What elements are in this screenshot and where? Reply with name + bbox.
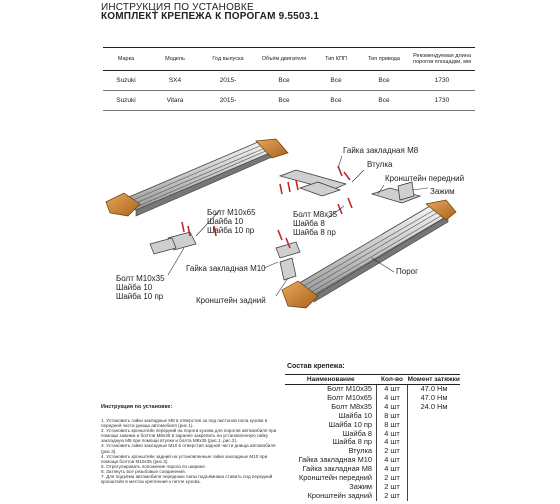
part-torque <box>408 412 461 421</box>
label-bolt-m8x35 <box>293 210 337 237</box>
label-washer10-b: Шайба 10 <box>116 283 153 292</box>
part-qty: 4 шт <box>377 394 408 403</box>
part-torque <box>408 421 461 430</box>
part-name: Кронштейн задний <box>285 492 377 501</box>
part-qty: 2 шт <box>377 492 408 501</box>
label-bolt-m10x65 <box>207 208 256 235</box>
label-bolt-m10x35-text: Болт М10х35 <box>116 274 165 283</box>
label-nut-m10: Гайка закладная М10 <box>186 264 266 273</box>
part-qty: 4 шт <box>377 430 408 439</box>
instruction-step: 5. Отрегулировать положение порога по ширине. <box>101 463 207 469</box>
instruction-step: 3. Установить гайки закладные М10 в отверстия задней части днища автомобиля (рис.3). <box>101 443 276 454</box>
cell-gearbox: Все <box>313 91 359 111</box>
cell-year: 2015- <box>201 91 255 111</box>
label-clamp: Зажим <box>430 187 455 196</box>
part-torque <box>408 430 461 439</box>
parts-header-row <box>285 375 460 385</box>
part-qty: 4 шт <box>377 465 408 474</box>
part-torque: 47.0 Нм <box>420 392 448 402</box>
parts-title: Состав крепежа: <box>287 363 345 370</box>
parts-table <box>285 374 460 501</box>
cell-length: 1730 <box>409 71 475 91</box>
part-name: Болт М10х35 <box>285 385 377 394</box>
cell-make: Suzuki <box>103 71 149 91</box>
part-torque <box>408 456 461 465</box>
cell-engine: Все <box>255 71 313 91</box>
instruction-step: 7. Для подъёма автомобиля переднюю лапы подъёмника ставить под передний кронштейн в местах крепления к петле кузова. <box>101 474 273 485</box>
part-qty: 4 шт <box>377 385 408 394</box>
part-torque <box>408 438 461 447</box>
cell-make: Suzuki <box>103 91 149 111</box>
part-qty: 2 шт <box>377 483 408 492</box>
table-row <box>285 412 460 421</box>
col-torque: Момент затяжки <box>407 376 460 383</box>
cell-gearbox: Все <box>313 71 359 91</box>
part-name: Зажим <box>285 483 377 492</box>
col-gearbox: Тип КПП <box>313 48 359 71</box>
label-rear-bracket: Кронштейн задний <box>196 296 266 305</box>
label-front-bracket: Кронштейн передний <box>385 174 465 183</box>
part-torque: 47.0 Нм <box>420 384 448 393</box>
col-name: Наименование <box>285 375 377 385</box>
cell-drive: Все <box>359 71 409 91</box>
label-nut-m8: Гайка закладная М8 <box>343 146 419 155</box>
label-sill: Порог <box>396 267 419 276</box>
col-drive: Тип привода <box>359 48 409 71</box>
cell-model: Vitara <box>149 91 201 111</box>
cell-length: 1730 <box>409 91 475 111</box>
part-name: Гайка закладная М10 <box>285 456 377 465</box>
instructions-text <box>101 418 279 484</box>
part-torque <box>408 492 461 501</box>
cell-year: 2015- <box>201 71 255 91</box>
doc-title: ИНСТРУКЦИЯ ПО УСТАНОВКЕ <box>101 2 254 13</box>
cell-model: SX4 <box>149 71 201 91</box>
col-year: Год выпуска <box>201 48 255 71</box>
part-qty: 8 шт <box>377 421 408 430</box>
part-torque <box>408 465 461 474</box>
part-name: Втулка <box>285 447 377 456</box>
label-bolt-m10x65-text: Болт М10х65 <box>207 208 256 217</box>
col-model: Модель <box>149 48 201 71</box>
label-washer10pr: Шайба 10 пр <box>207 226 255 235</box>
table-row <box>285 438 460 447</box>
part-name: Шайба 8 пр <box>285 438 377 447</box>
part-qty: 2 шт <box>377 474 408 483</box>
cell-drive: Все <box>359 91 409 111</box>
table-row <box>285 474 460 483</box>
col-make: Марка <box>103 48 149 71</box>
part-name: Болт М10х65 <box>285 394 377 403</box>
table-row <box>285 492 460 501</box>
instruction-step: 2. Установить кронштейн передний на пороги кузова для порогов автомобиля при помощи зажима и болтов М8х35 в заранее закрепить на установленную гайку закладную М8 при помощи втулки и болта М8х35 (рис.1, рис.2). <box>101 428 277 444</box>
part-torque <box>408 483 461 492</box>
part-name: Шайба 10 <box>285 412 377 421</box>
table-row <box>285 403 460 412</box>
part-name: Кронштейн передний <box>285 474 377 483</box>
col-engine: Объём двигателя <box>255 48 313 71</box>
table-row <box>285 430 460 439</box>
part-qty: 8 шт <box>377 412 408 421</box>
label-bushing: Втулка <box>367 160 393 169</box>
part-qty: 4 шт <box>377 438 408 447</box>
part-torque <box>408 447 461 456</box>
part-torque: 24.0 Нм <box>420 401 448 411</box>
label-washer8: Шайба 8 <box>293 219 325 228</box>
part-name: Болт М8х35 <box>285 403 377 412</box>
cell-engine: Все <box>255 91 313 111</box>
sill-left <box>106 139 288 216</box>
instructions-title: Инструкция по установке: <box>101 404 173 410</box>
instruction-step: 1. Установить гайки закладные М8 в отверстия за под пистонов пола кузова в передней части днища автомобиля (рис.1). <box>101 418 268 429</box>
kit-title: КОМПЛЕКТ КРЕПЕЖА К ПОРОГАМ 9.5503.1 <box>101 11 320 22</box>
part-qty: 4 шт <box>377 456 408 465</box>
part-name: Шайба 8 <box>285 430 377 439</box>
table-row <box>285 421 460 430</box>
label-washer8pr: Шайба 8 пр <box>293 228 336 237</box>
label-bolt-m8x35-text: Болт М8х35 <box>293 210 338 219</box>
part-qty: 2 шт <box>377 447 408 456</box>
col-length: Рекомендуемая длина порогов площадки, мм <box>409 48 475 71</box>
part-qty: 4 шт <box>377 403 408 412</box>
label-washer10: Шайба 10 <box>207 217 244 226</box>
col-qty: Кол-во <box>377 375 408 385</box>
part-name: Гайка закладная М8 <box>285 465 377 474</box>
part-torque <box>408 474 461 483</box>
part-name: Шайба 10 пр <box>285 421 377 430</box>
label-bolt-m10x35 <box>116 274 165 301</box>
label-washer10pr-b: Шайба 10 пр <box>116 292 164 301</box>
instruction-step: 6. Затянуть все резьбовые соединения. <box>101 468 186 474</box>
instruction-step: 4. Установить кронштейн задний на установленные гайки закладные М10 при помощи болтов М10х35 (рис.3). <box>101 453 268 464</box>
